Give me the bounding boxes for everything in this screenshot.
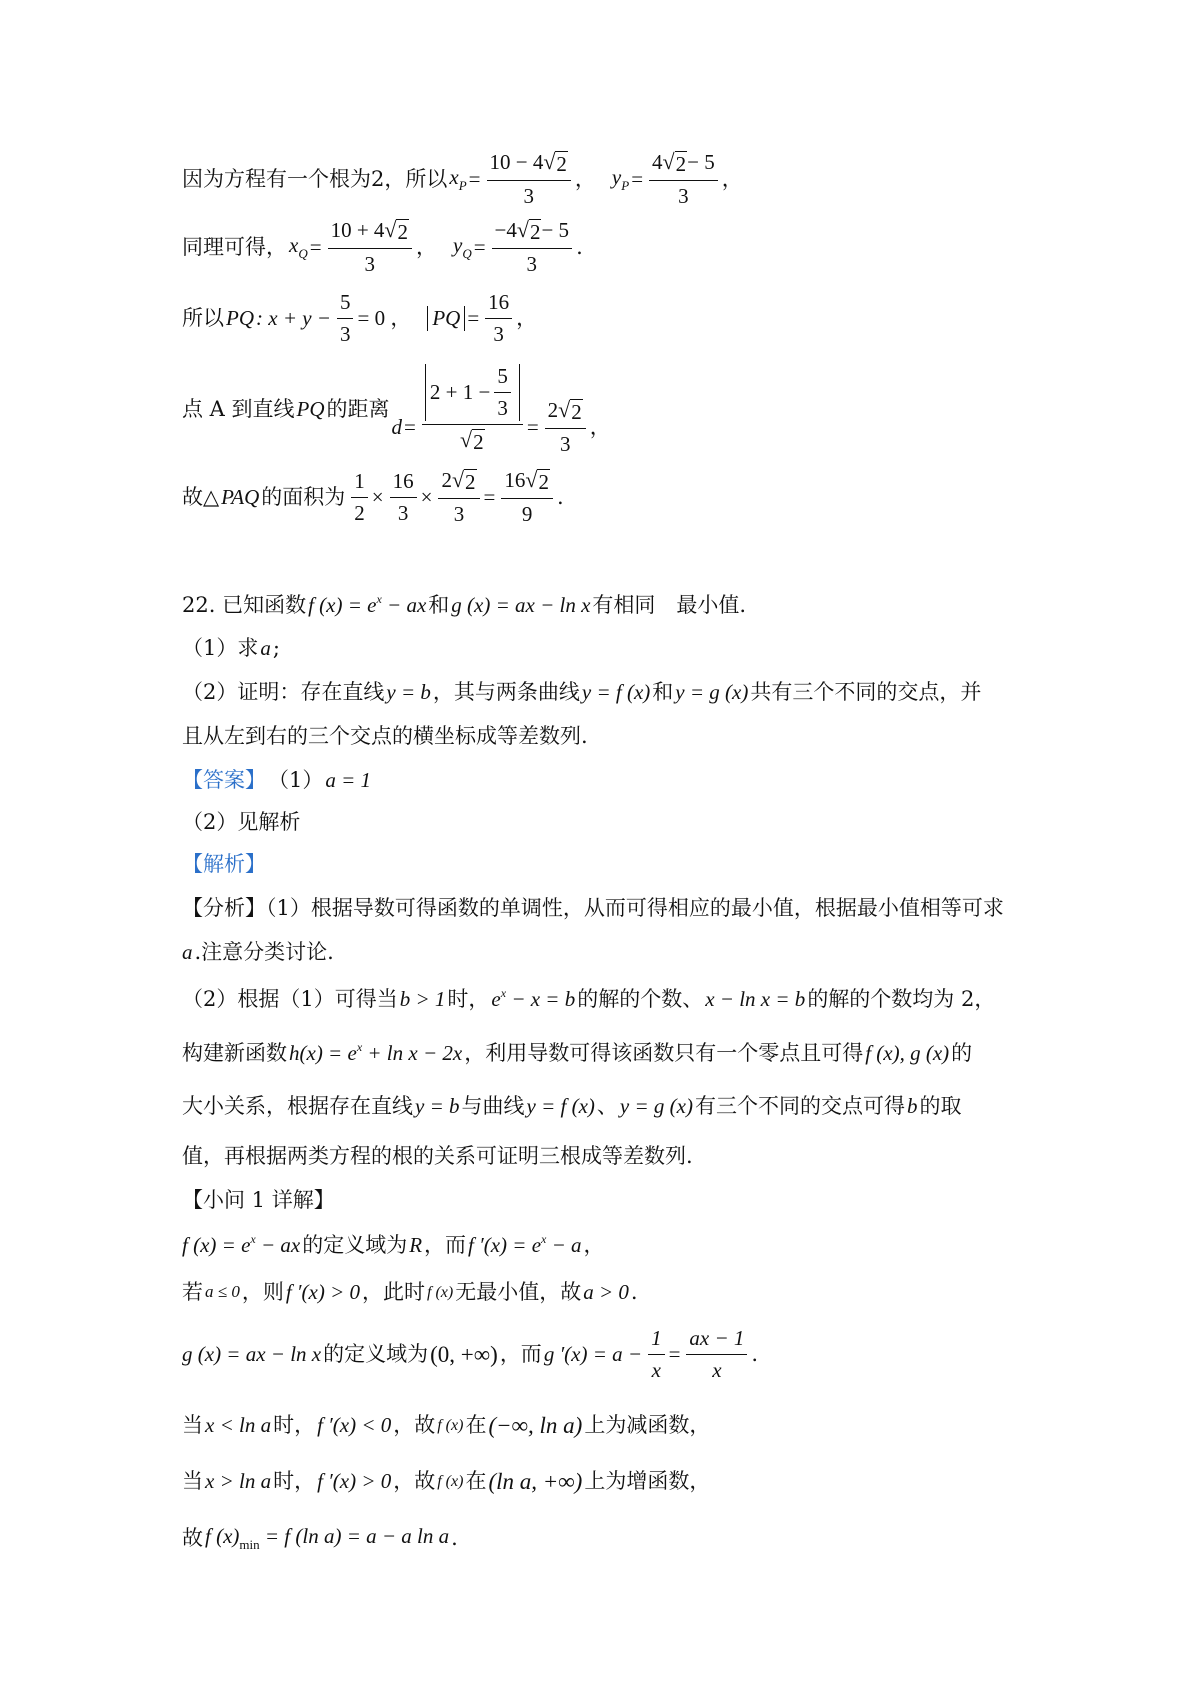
text: ，此时 bbox=[362, 1280, 425, 1304]
line-solution-6 bbox=[182, 1524, 1042, 1553]
text: 的定义域为 bbox=[302, 1232, 408, 1257]
text: . bbox=[556, 485, 564, 510]
math-g: g (x) = ax − ln x bbox=[451, 592, 591, 617]
line-analysis-tag bbox=[182, 852, 1042, 877]
math-times: × bbox=[371, 485, 384, 510]
math-eq: = 0 ， bbox=[357, 306, 412, 331]
line-solution-5 bbox=[182, 1468, 1042, 1496]
line-4 bbox=[182, 362, 1042, 457]
math-fg: f (x), g (x) bbox=[865, 1040, 950, 1065]
text: 上为增函数， bbox=[584, 1469, 711, 1494]
math-yq: $y_Q$ bbox=[452, 233, 472, 262]
text: .注意分类讨论. bbox=[194, 940, 334, 964]
text: ，而 bbox=[499, 1342, 542, 1367]
line-analysis-6 bbox=[182, 1144, 1042, 1169]
math-a-le-0: a ≤ 0 bbox=[205, 1282, 240, 1302]
math-a: a bbox=[260, 636, 271, 660]
math-a-eq-1: a = 1 bbox=[325, 768, 372, 792]
math-yp: $y_P$ bbox=[611, 165, 630, 194]
text: ， bbox=[574, 167, 596, 192]
text: 的 bbox=[951, 1040, 973, 1065]
text: 当 bbox=[182, 1469, 203, 1494]
line-answer bbox=[182, 768, 1042, 793]
fraction-2r2-3: 2 √ 2 3 bbox=[438, 468, 479, 527]
math-x-gt-lna: x > ln a bbox=[205, 1469, 272, 1494]
fraction-16r2-9: 16 √ 2 9 bbox=[501, 468, 553, 527]
text: ，则 bbox=[241, 1280, 284, 1304]
math-eq: = bbox=[483, 485, 496, 510]
line-3 bbox=[182, 290, 1042, 347]
math-d: d bbox=[391, 415, 403, 440]
math-fx: f (x) bbox=[427, 1284, 454, 1301]
text: 故 bbox=[182, 1525, 203, 1550]
math-g: g (x) = ax − ln x bbox=[182, 1342, 322, 1367]
text: 时， bbox=[273, 1413, 316, 1438]
math-fprime-gt-0: f ′(x) > 0 bbox=[285, 1280, 360, 1304]
math-domain: (0, +∞) bbox=[430, 1342, 498, 1368]
line-analysis-2 bbox=[182, 940, 1042, 965]
math-fmin: f $(x)_{min} = f$ (ln a) = a − a ln a bbox=[205, 1524, 450, 1552]
text: ， bbox=[583, 1232, 605, 1257]
text: 当 bbox=[182, 1413, 203, 1438]
text: . bbox=[451, 1525, 458, 1550]
line-analysis-3 bbox=[182, 986, 1042, 1012]
text: 、 bbox=[596, 1094, 618, 1118]
text: ， bbox=[415, 235, 437, 260]
math-yf: y = f (x) bbox=[581, 680, 651, 704]
text: ，故 bbox=[393, 1469, 436, 1494]
text: . bbox=[576, 235, 583, 260]
text: 的距离 bbox=[326, 397, 390, 422]
fraction-1-2: $\frac{1}{2}$ bbox=[351, 469, 368, 526]
line-solution-1 bbox=[182, 1232, 1042, 1258]
line-subq1 bbox=[182, 1188, 1042, 1213]
fraction-16-3: $\frac{16}{3}$ bbox=[485, 290, 512, 347]
fraction-xp: 10 − 4 √ 2 3 bbox=[487, 150, 571, 209]
text: 有相同 最小值. bbox=[592, 592, 747, 617]
math-R: R bbox=[409, 1232, 423, 1257]
math-b: b bbox=[906, 1094, 918, 1118]
math-x-lt-lna: x < ln a bbox=[205, 1413, 272, 1438]
fraction-yq: −4 √ 2 − 5 3 bbox=[492, 218, 573, 277]
text: 所以 bbox=[182, 306, 224, 331]
math-eq: = bbox=[467, 306, 480, 331]
line-q2 bbox=[182, 680, 1042, 705]
line-analysis-1 bbox=[182, 896, 1042, 921]
math-h: $h(x) = e^x + \ln x - 2x$ bbox=[289, 1040, 463, 1065]
text: 且从左到右的三个交点的横坐标成等差数列. bbox=[182, 724, 588, 748]
answer-tag: 【答案】 bbox=[182, 768, 266, 792]
math-abs-pq: PQ bbox=[427, 306, 465, 331]
fraction-distance: 2 + 1 − $\frac{5}{3}$ √ 2 bbox=[422, 364, 523, 456]
text: （2）见解析 bbox=[182, 810, 301, 834]
math-pq: PQ bbox=[226, 306, 254, 331]
text: 时， bbox=[273, 1469, 316, 1494]
text: 的定义域为 bbox=[323, 1342, 429, 1367]
text: 共有三个不同的交点，并 bbox=[750, 680, 982, 704]
line-analysis-5 bbox=[182, 1094, 1042, 1119]
math-interval-inc: (ln a, +∞) bbox=[488, 1469, 583, 1494]
math-yg: y = g (x) bbox=[619, 1094, 693, 1118]
text: . bbox=[630, 1280, 638, 1304]
math-interval-dec: (−∞, ln a) bbox=[488, 1413, 583, 1438]
math-pq: PQ bbox=[296, 397, 325, 422]
text: 时， bbox=[447, 986, 490, 1011]
text: ，利用导数可得该函数只有一个零点且可得 bbox=[464, 1040, 864, 1065]
text: ， bbox=[516, 306, 538, 331]
line-q2-cont bbox=[182, 724, 1042, 749]
math-yf: y = f (x) bbox=[526, 1094, 595, 1118]
math-yb: y = b bbox=[415, 1094, 460, 1118]
text: 故△ bbox=[182, 485, 220, 510]
text: 与曲线 bbox=[461, 1094, 525, 1118]
math-eq: = bbox=[468, 167, 481, 192]
text: ，而 bbox=[424, 1232, 467, 1257]
text: 点 A 到直线 bbox=[182, 397, 295, 422]
fraction-1-x: $\frac{1}{x}$ bbox=[648, 1326, 665, 1383]
math-a-gt-0: a > 0 bbox=[583, 1280, 629, 1304]
text: 大小关系，根据存在直线 bbox=[182, 1094, 413, 1118]
math-fprime: f $'(x) = e^x - a$ bbox=[468, 1232, 582, 1257]
text: 上为减函数， bbox=[584, 1413, 711, 1438]
text: 的解的个数均为 2， bbox=[807, 986, 996, 1011]
line-solution-2 bbox=[182, 1280, 1042, 1305]
text: . bbox=[751, 1342, 759, 1367]
math-ln-eq: x − ln x = b bbox=[705, 986, 806, 1011]
line-analysis-4 bbox=[182, 1040, 1042, 1066]
text: ，故 bbox=[393, 1413, 436, 1438]
text: 同理可得， bbox=[182, 235, 287, 260]
text: 若 bbox=[182, 1280, 203, 1304]
fraction-yp: 4 √ 2 − 5 3 bbox=[649, 150, 718, 209]
text: 无最小值，故 bbox=[455, 1280, 582, 1304]
math-eq: = bbox=[404, 415, 416, 440]
math-yb: y = b bbox=[386, 680, 431, 704]
fraction-ax1-x: $\frac{ax - 1}{x}$ bbox=[686, 1326, 747, 1383]
text: 22. 已知函数 bbox=[182, 592, 307, 617]
line-answer-2 bbox=[182, 810, 1042, 835]
text: 的解的个数、 bbox=[577, 986, 704, 1011]
text: 的取 bbox=[919, 1094, 962, 1118]
text: 和 bbox=[652, 680, 674, 704]
text: 和 bbox=[428, 592, 450, 617]
math-fx: f (x) bbox=[437, 1473, 464, 1491]
text: 构建新函数 bbox=[182, 1040, 287, 1065]
text: ， bbox=[721, 167, 743, 192]
math-exp-eq: $e^x - x = b$ bbox=[491, 986, 576, 1011]
text: 在 bbox=[465, 1413, 487, 1438]
fraction-5-3: $\frac{5}{3}$ bbox=[337, 290, 354, 347]
math-gprime: g ′(x) = a − bbox=[543, 1342, 643, 1367]
line-1 bbox=[182, 150, 1042, 209]
math-fx: f (x) bbox=[437, 1417, 464, 1435]
text: 的面积为 bbox=[261, 485, 346, 510]
math-times: × bbox=[420, 485, 433, 510]
line-solution-4 bbox=[182, 1412, 1042, 1440]
text: （1） bbox=[268, 768, 324, 792]
math-yg: y = g (x) bbox=[675, 680, 749, 704]
text: （1）求 bbox=[182, 636, 259, 660]
math-f: f $(x) = e^x$ − ax bbox=[308, 592, 427, 617]
math-xq: $x_Q$ bbox=[289, 233, 308, 262]
analysis-tag: 【解析】 bbox=[182, 852, 266, 876]
text: （2）证明：存在直线 bbox=[182, 680, 385, 704]
math-fprime-gt-0: f ′(x) > 0 bbox=[317, 1469, 392, 1494]
math-eq: = bbox=[631, 167, 644, 192]
text: （2）根据（1）可得当 bbox=[182, 986, 398, 1011]
text: 有三个不同的交点可得 bbox=[694, 1094, 905, 1118]
text: ; bbox=[272, 636, 280, 660]
text: 因为方程有一个根为2，所以 bbox=[182, 167, 448, 192]
text: 【小问 1 详解】 bbox=[182, 1188, 335, 1212]
text: ，其与两条曲线 bbox=[432, 680, 580, 704]
math-b-gt-1: b > 1 bbox=[399, 986, 446, 1011]
text: ， bbox=[589, 415, 611, 440]
line-5 bbox=[182, 468, 1042, 527]
text: 值，再根据两类方程的根的关系可证明三根成等差数列. bbox=[182, 1144, 693, 1168]
math-xp: $x_P$ bbox=[449, 165, 467, 194]
line-solution-3 bbox=[182, 1326, 1042, 1383]
math-line-eq: : x + y − bbox=[256, 306, 331, 331]
math-paq: PAQ bbox=[221, 485, 260, 510]
math-eq: = bbox=[668, 1342, 681, 1367]
math-eq: = bbox=[526, 415, 539, 440]
math-a: a bbox=[182, 940, 193, 964]
fraction-2r2-3: 2 √ 2 3 bbox=[545, 398, 586, 457]
text: 【分析】（1）根据导数可得函数的单调性，从而可得相应的最小值，根据最小值相等可求 bbox=[182, 896, 1004, 920]
line-q1 bbox=[182, 636, 1042, 661]
fraction-16-3: $\frac{16}{3}$ bbox=[390, 469, 417, 526]
math-eq: = bbox=[473, 235, 486, 260]
line-problem-22 bbox=[182, 592, 1042, 618]
line-2 bbox=[182, 218, 1042, 277]
math-eq: = bbox=[309, 235, 322, 260]
math-f: f $(x) = e^x$ − ax bbox=[182, 1232, 301, 1257]
math-fprime-lt-0: f ′(x) < 0 bbox=[317, 1413, 392, 1438]
text: 在 bbox=[465, 1469, 487, 1494]
fraction-xq: 10 + 4 √ 2 3 bbox=[328, 218, 412, 277]
